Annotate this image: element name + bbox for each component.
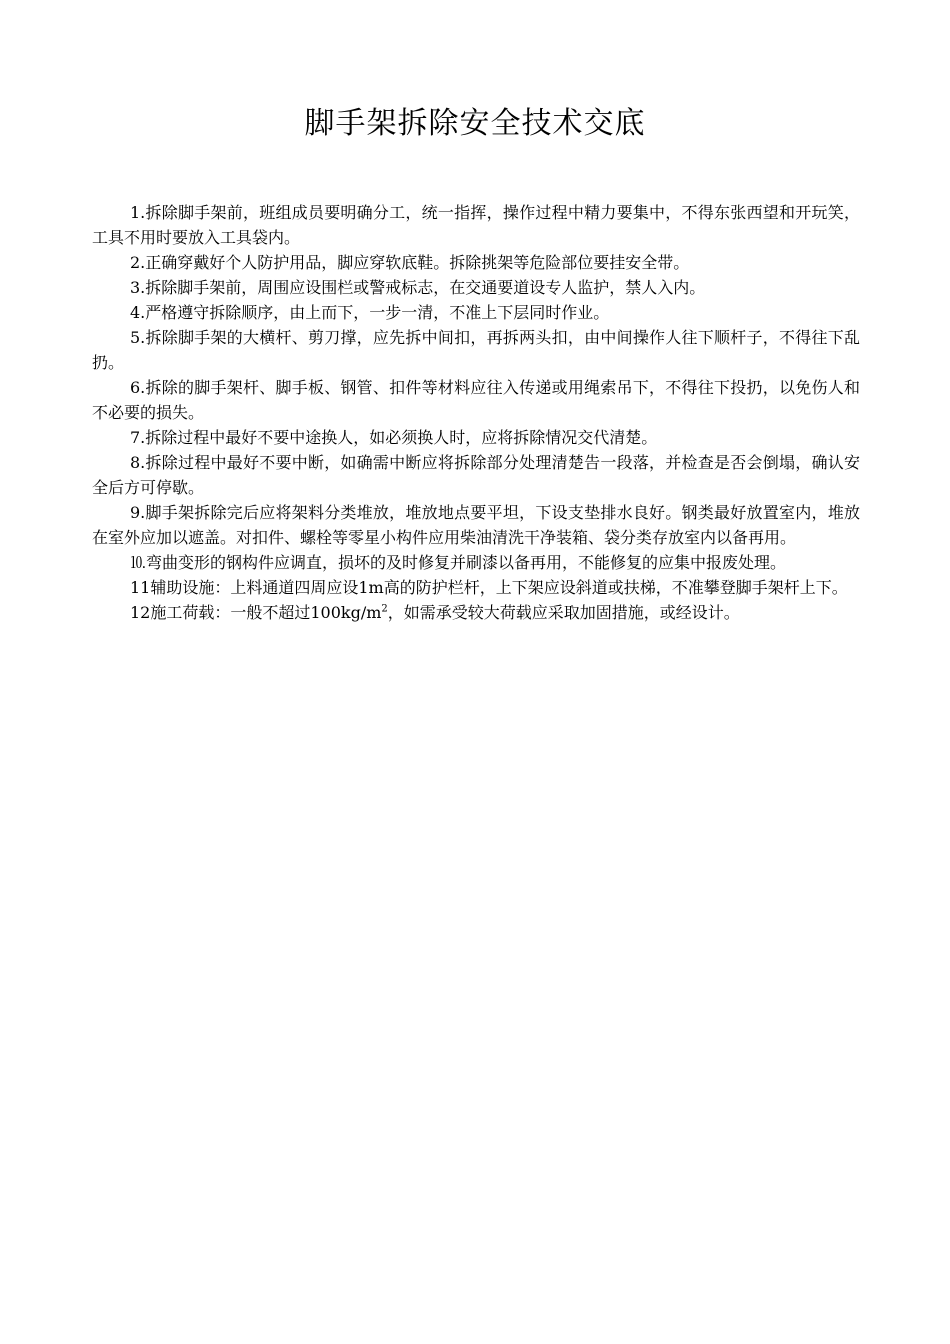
list-item-12 <box>92 600 860 625</box>
list-item-10: ⒑弯曲变形的钢构件应调直，损坏的及时修复并刷漆以备再用，不能修复的应集中报废处理。 <box>130 553 787 572</box>
list-item-12-text-end: ，如需承受较大荷载应采取加固措施，或经设计。 <box>387 603 740 622</box>
list-item-1: 1.拆除脚手架前，班组成员要明确分工，统一指挥，操作过程中精力要集中，不得东张西望和开玩笑，工具不用时要放入工具袋内。 <box>92 203 860 247</box>
list-item-11: 11辅助设施：上料通道四周应设1m高的防护栏杆，上下架应设斜道或扶梯，不准攀登脚手架杆上下。 <box>130 578 848 597</box>
list-item-5: 5.拆除脚手架的大横杆、剪刀撑，应先拆中间扣，再拆两头扣，由中间操作人往下顺杆子，不得往下乱扔。 <box>92 328 860 372</box>
list-item-2: 2.正确穿戴好个人防护用品，脚应穿软底鞋。拆除挑架等危险部位要挂安全带。 <box>130 253 690 272</box>
list-item-7: 7.拆除过程中最好不要中途换人，如必须换人时，应将拆除情况交代清楚。 <box>130 428 658 447</box>
list-item-3: 3.拆除脚手架前，周围应设围栏或警戒标志，在交通要道设专人监护，禁人入内。 <box>130 278 706 297</box>
list-item-9: 9.脚手架拆除完后应将架料分类堆放，堆放地点要平坦，下设支垫排水良好。钢类最好放置室内，堆放在室外应加以遮盖。对扣件、螺栓等零星小构件应用柴油清洗干净装箱、袋分类存放室内以备再用。 <box>92 503 860 547</box>
list-item-8: 8.拆除过程中最好不要中断，如确需中断应将拆除部分处理清楚告一段落，并检查是否会倒塌，确认安全后方可停歇。 <box>92 453 860 497</box>
list-item-12-text: 12施工荷载：一般不超过100kg/m <box>130 603 382 622</box>
list-item-6: 6.拆除的脚手架杆、脚手板、钢管、扣件等材料应往入传递或用绳索吊下，不得往下投扔，以免伤人和不必要的损失。 <box>92 378 860 422</box>
page-title: 脚手架拆除安全技术交底 <box>304 106 646 141</box>
document-body <box>92 200 860 625</box>
list-item-4: 4.严格遵守拆除顺序，由上而下，一步一清，不准上下层同时作业。 <box>130 303 610 322</box>
superscript-2: 2 <box>381 603 388 615</box>
